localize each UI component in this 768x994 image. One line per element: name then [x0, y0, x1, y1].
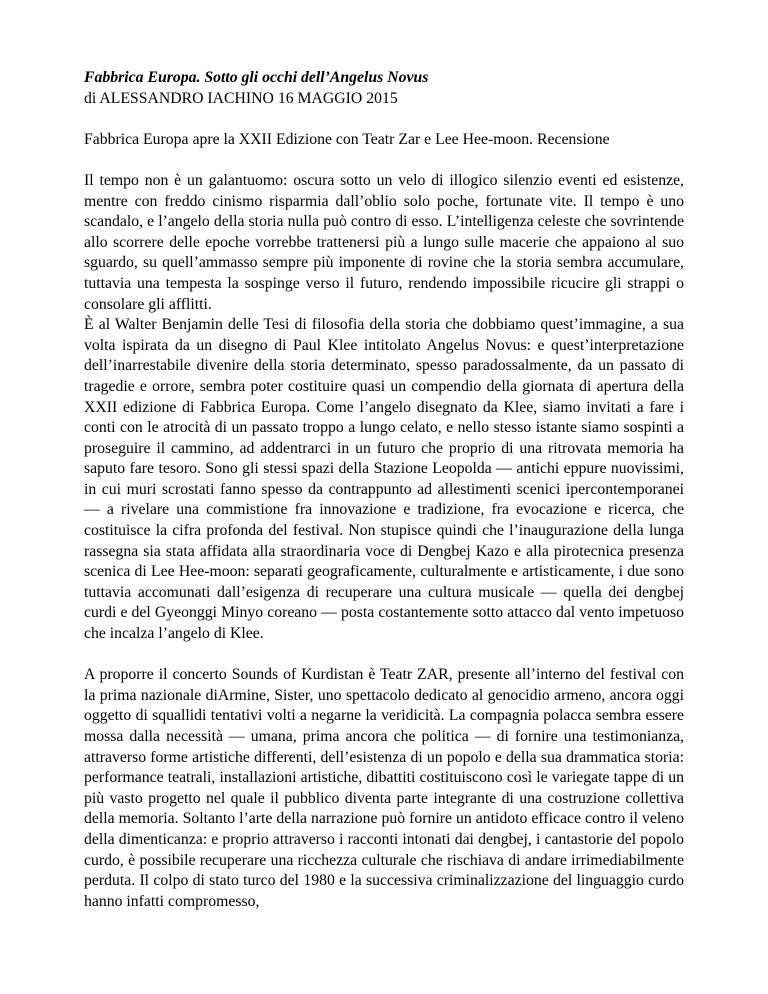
article-title: Fabbrica Europa. Sotto gli occhi dell’Angelus Novus	[84, 69, 429, 86]
article-subtitle: Fabbrica Europa apre la XXII Edizione con Teatr Zar e Lee Hee-moon. Recensione	[84, 130, 610, 148]
document-page	[84, 68, 684, 912]
paragraph-3: A proporre il concerto Sounds of Kurdistan è Teatr ZAR, presente all’interno del festival con la prima nazionale diArmine, Sister, uno spettacolo dedicato al genocidio armeno, ancora oggi oggetto di squallidi tentativi volti a negarne la veridicità. La compagnia polacca sembra essere mossa dalla necessità — umana, prima ancora che politica — di fornire una testimonianza, attraverso forme artistiche differenti, dell’esistenza di un popolo e della sua drammatica storia: performance teatrali, installazioni artistiche, dibattiti costituiscono così le variegate tappe di un più vasto progetto nel quale il pubblico diventa parte integrante di una costruzione collettiva della memoria. Soltanto l’arte della narrazione può fornire un antidoto efficace contro il veleno della dimenticanza: e proprio attraverso i racconti intonati dai dengbej, i cantastorie del popolo curdo, è possibile recuperare una ricchezza culturale che rischiava di andare irrimediabilmente perduta. Il colpo di stato turco del 1980 e la successiva criminalizzazione del linguaggio curdo hanno infatti compromesso,	[84, 666, 684, 910]
paragraph-1: Il tempo non è un galantuomo: oscura sotto un velo di illogico silenzio eventi ed esistenze, mentre con freddo cinismo risparmia dall’oblio solo poche, fortunate vite. Il tempo è uno scandalo, e l’angelo della storia nulla può contro di esso. L’intelligenza celeste che sovrintende allo scorrere delle epoche vorrebbe trattenersi più a lungo sulle macerie che appaiono al suo sguardo, su quell’ammasso sempre più imponente di rovine che la storia sembra accumulare, tuttavia una tempesta la sospinge verso il futuro, rendendo impossibile ricucire gli strappi o consolare gli afflitti.	[84, 171, 684, 313]
paragraph-2: È al Walter Benjamin delle Tesi di filosofia della storia che dobbiamo quest’immagine, a sua volta ispirata da un disegno di Paul Klee intitolato Angelus Novus: e quest’interpretazione dell’inarrestabile divenire della storia determinato, spesso paradossalmente, da un passato di tragedie e orrore, sembra poter costituire quasi un compendio della giornata di apertura della XXII edizione di Fabbrica Europa. Come l’angelo disegnato da Klee, siamo invitati a fare i conti con le atrocità di un passato troppo a lungo celato, e nello stesso istante siamo sospinti a proseguire il cammino, ad addentrarci in un futuro che proprio di una ritrovata memoria ha saputo fare tesoro. Sono gli stessi spazi della Stazione Leopolda — antichi eppure nuovissimi, in cui muri scrostati fanno spesso da contrappunto ad allestimenti scenici ipercontemporanei — a rivelare una commistione fra innovazione e tradizione, fra evocazione e ricerca, che costituisce la cifra profonda del festival. Non stupisce quindi che l’inaugurazione della lunga rassegna sia stata affidata alla straordinaria voce di Dengbej Kazo e alla pirotecnica presenza scenica di Lee Hee-moon: separati geograficamente, culturalmente e artisticamente, i due sono tuttavia accomunati dall’esigenza di recuperare una cultura musicale — quella dei dengbej curdi e del Gyeonggi Minyo coreano — posta costantemente sotto attacco dal vento impetuoso che incalza l’angelo di Klee.	[84, 316, 684, 643]
article-byline: di ALESSANDRO IACHINO 16 MAGGIO 2015	[84, 89, 398, 107]
